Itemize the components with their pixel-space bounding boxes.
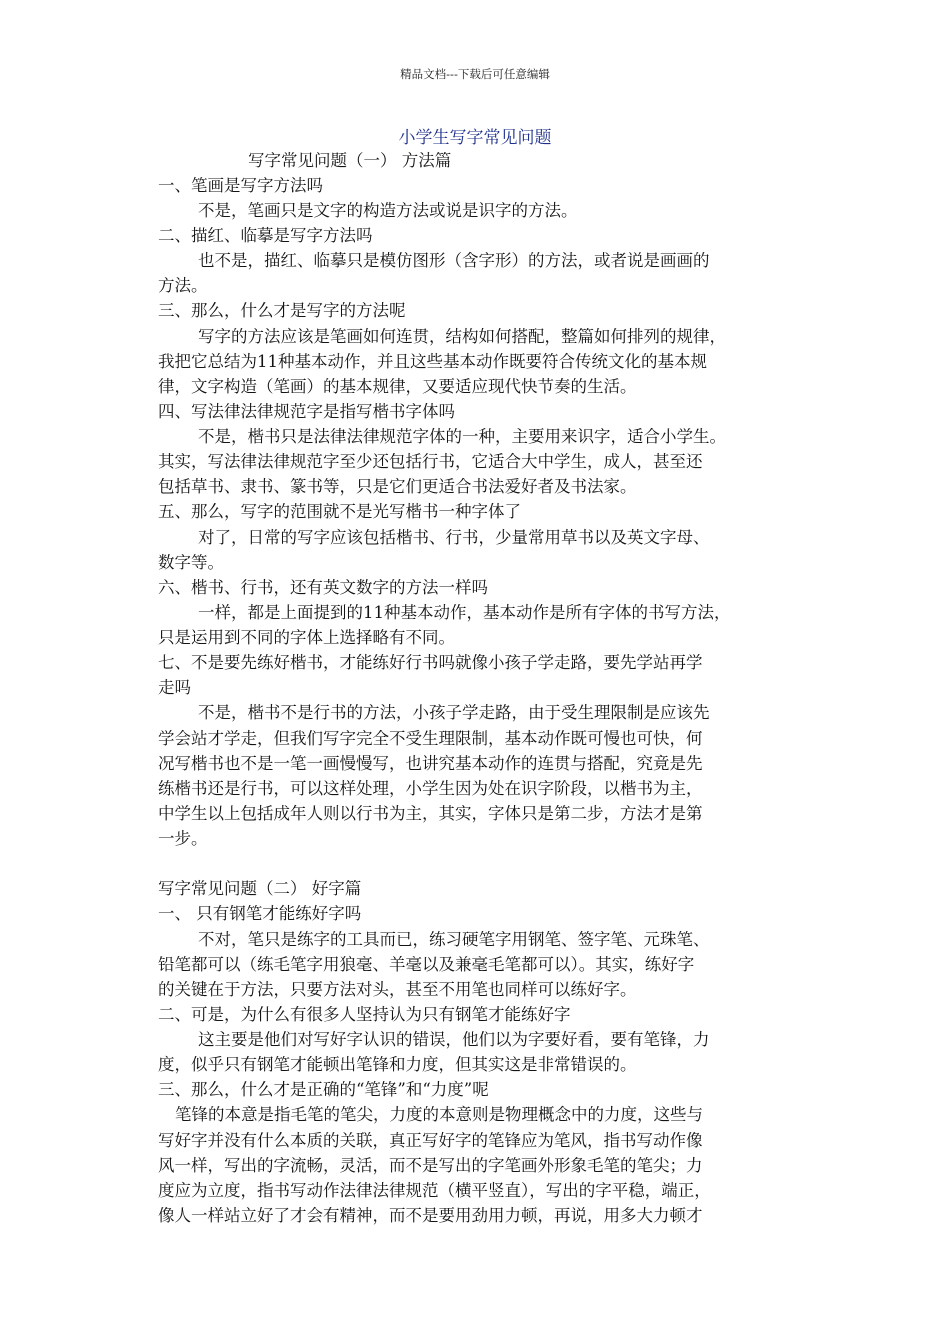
paragraph-line: 况写楷书也不是一笔一画慢慢写，也讲究基本动作的连贯与搭配，究竟是先 [158, 754, 703, 773]
paragraph-line: 方法。 [158, 276, 208, 295]
question-heading: 一、 只有钢笔才能练好字吗 [158, 904, 362, 923]
paragraph-line: 其实，写法律法律规范字至少还包括行书，它适合大中学生，成人，甚至还 [158, 452, 703, 471]
question-heading: 三、那么，什么才是正确的“笔锋”和“力度”呢 [158, 1080, 489, 1099]
paragraph-line: 笔锋的本意是指毛笔的笔尖，力度的本意则是物理概念中的力度，这些与 [175, 1105, 703, 1124]
paragraph-line: 写好字并没有什么本质的关联，真正写好字的笔锋应为笔风，指书写动作像 [158, 1131, 703, 1150]
paragraph-line: 不是，楷书不是行书的方法，小孩子学走路，由于受生理限制是应该先 [198, 703, 710, 722]
paragraph-line: 包括草书、隶书、篆书等，只是它们更适合书法爱好者及书法家。 [158, 477, 637, 496]
paragraph-line: 像人一样站立好了才会有精神，而不是要用劲用力顿，再说，用多大力顿才 [158, 1206, 703, 1225]
paragraph-line: 风一样，写出的字流畅，灵活，而不是写出的字笔画外形象毛笔的笔尖；力 [158, 1156, 703, 1175]
question-heading: 三、那么，什么才是写字的方法呢 [158, 301, 406, 320]
section-heading: 写字常见问题（二） 好字篇 [158, 879, 362, 898]
question-heading: 二、描红、临摹是写字方法吗 [158, 226, 373, 245]
paragraph-line: 度应为立度，指书写动作法律法律规范（横平竖直），写出的字平稳，端正， [158, 1181, 711, 1200]
question-heading: 一、笔画是写字方法吗 [158, 176, 323, 195]
paragraph-line: 不是，笔画只是文字的构造方法或说是识字的方法。 [198, 201, 578, 220]
paragraph-line: 不对，笔只是练字的工具而已，练习硬笔字用钢笔、签字笔、元珠笔、 [198, 930, 710, 949]
header-note: 精品文档---下载后可任意编辑 [400, 67, 550, 81]
document-title: 小学生写字常见问题 [398, 128, 552, 148]
question-heading: 二、可是，为什么有很多人坚持认为只有钢笔才能练好字 [158, 1005, 571, 1024]
question-heading: 七、不是要先练好楷书，才能练好行书吗就像小孩子学走路，要先学站再学 [158, 653, 703, 672]
question-heading: 六、楷书、行书，还有英文数字的方法一样吗 [158, 578, 488, 597]
paragraph-line: 学会站才学走，但我们写字完全不受生理限制，基本动作既可慢也可快，何 [158, 729, 703, 748]
paragraph-line: 度，似乎只有钢笔才能顿出笔锋和力度，但其实这是非常错误的。 [158, 1055, 637, 1074]
question-heading: 四、写法律法律规范字是指写楷书字体吗 [158, 402, 455, 421]
paragraph-line: 的关键在于方法，只要方法对头，甚至不用笔也同样可以练好字。 [158, 980, 637, 999]
paragraph-line: 我把它总结为11种基本动作，并且这些基本动作既要符合传统文化的基本规 [158, 352, 707, 371]
paragraph-line: 一步。 [158, 829, 208, 848]
paragraph-line: 这主要是他们对写好字认识的错误，他们以为字要好看，要有笔锋，力 [198, 1030, 710, 1049]
paragraph-line: 铅笔都可以（练毛笔字用狼毫、羊毫以及兼毫毛笔都可以）。其实，练好字 [158, 955, 695, 974]
question-heading: 五、那么，写字的范围就不是光写楷书一种字体了 [158, 502, 521, 521]
question-heading: 走吗 [158, 678, 191, 697]
paragraph-line: 写字的方法应该是笔画如何连贯，结构如何搭配，整篇如何排列的规律， [198, 327, 726, 346]
paragraph-line: 数字等。 [158, 553, 224, 572]
paragraph-line: 只是运用到不同的字体上选择略有不同。 [158, 628, 455, 647]
paragraph-line: 中学生以上包括成年人则以行书为主，其实，字体只是第二步，方法才是第 [158, 804, 703, 823]
paragraph-line: 律，文字构造（笔画）的基本规律，又要适应现代快节奏的生活。 [158, 377, 637, 396]
paragraph-line: 练楷书还是行书，可以这样处理，小学生因为处在识字阶段，以楷书为主， [158, 779, 703, 798]
paragraph-line: 一样，都是上面提到的11种基本动作，基本动作是所有字体的书写方法， [198, 603, 731, 622]
section-heading: 写字常见问题（一） 方法篇 [248, 151, 452, 170]
paragraph-line: 对了，日常的写字应该包括楷书、行书，少量常用草书以及英文字母、 [198, 528, 710, 547]
paragraph-line: 不是，楷书只是法律法律规范字体的一种，主要用来识字，适合小学生。 [198, 427, 726, 446]
paragraph-line: 也不是，描红、临摹只是模仿图形（含字形）的方法，或者说是画画的 [198, 251, 710, 270]
